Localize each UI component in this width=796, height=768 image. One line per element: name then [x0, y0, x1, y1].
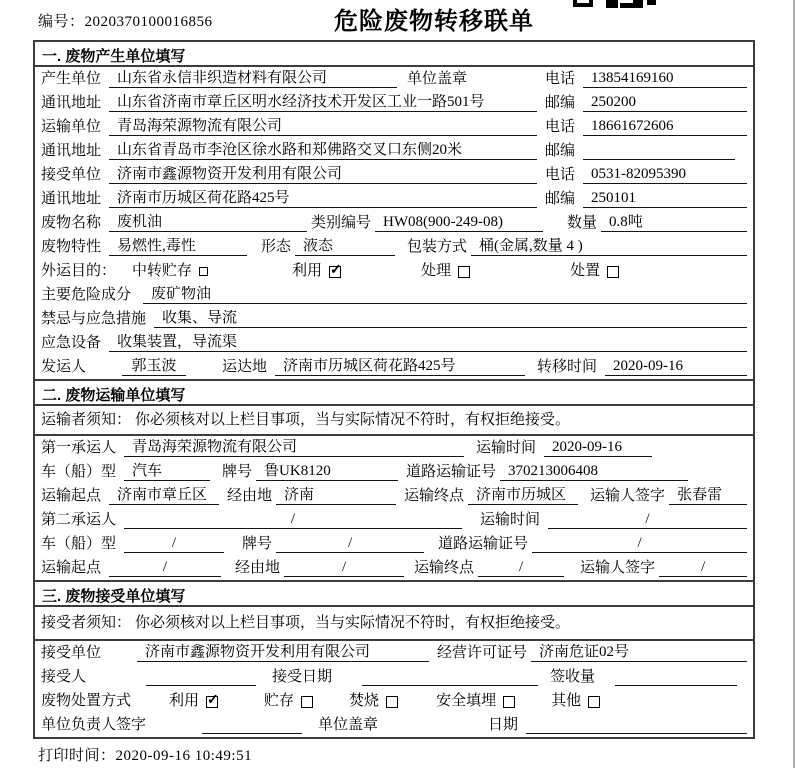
signed-amount-label: 签收量 [550, 669, 596, 685]
responsible-sign-label: 单位负责人签字 [41, 717, 147, 733]
option-label: 其他 [551, 693, 582, 709]
route1-via-label: 经由地 [227, 488, 273, 504]
vehicle1-type-value: 汽车 [124, 463, 210, 481]
row-receiver-notice [35, 607, 753, 641]
hazard-label: 主要危险成分 [41, 287, 132, 303]
row-acceptor [35, 665, 753, 689]
transport-time-label: 运输时间 [476, 440, 537, 456]
date-value [526, 733, 747, 734]
row-vehicle2 [35, 532, 753, 556]
transport-address-label: 通讯地址 [41, 143, 102, 159]
permit-label: 经营许可证号 [437, 645, 528, 661]
accept-date-label: 接受日期 [272, 669, 333, 685]
section-receiver [35, 580, 753, 737]
doc-number-value: 2020370100016856 [84, 14, 213, 30]
section-producer [35, 42, 753, 379]
purpose-option-treat [421, 263, 470, 280]
route2-sign-label: 运输人签字 [580, 560, 656, 576]
disposal-option-landfill [436, 693, 515, 710]
acceptor-label: 接受人 [41, 669, 87, 685]
accept-date-value [362, 685, 538, 686]
row-transport-unit [35, 115, 753, 139]
row-emergency-equipment [35, 331, 753, 355]
carrier2-time-value: / [548, 511, 747, 529]
manifest-form [33, 40, 755, 739]
vehicle1-plate-value: 鲁UK8120 [256, 463, 398, 481]
receive-unit-label: 接受单位 [41, 645, 102, 661]
row-signoff [35, 713, 753, 737]
waste-name-label: 废物名称 [41, 215, 102, 231]
carrier2-label: 第二承运人 [41, 512, 117, 528]
transport-phone-value: 18661672606 [583, 118, 747, 136]
zip-label: 邮编 [544, 191, 575, 207]
waste-traits-value: 易燃性,毒性 [109, 238, 247, 256]
destination-value: 济南市历城区荷花路425号 [275, 358, 525, 376]
section2-title: 二. 废物运输单位填写 [35, 381, 753, 406]
receiver-address-label: 通讯地址 [41, 191, 102, 207]
doc-number-label: 编号： [38, 14, 85, 30]
carrier1-value: 青岛海荣源物流有限公司 [124, 439, 464, 457]
zip-label: 邮编 [544, 95, 575, 111]
receiver-address-value: 济南市历城区荷花路425号 [109, 190, 537, 208]
row-carrier2 [35, 508, 753, 532]
receiver-notice-text: 你必须核对以上栏目事项，当与实际情况不符时，有权拒绝接受。 [135, 614, 571, 631]
destination-label: 运达地 [222, 359, 268, 375]
carrier1-time-value: 2020-09-16 [544, 439, 652, 457]
section3-title: 三. 废物接受单位填写 [35, 582, 753, 607]
equipment-label: 应急设备 [41, 335, 102, 351]
row-vehicle1 [35, 460, 753, 484]
checkbox-icon [386, 696, 398, 708]
page-title: 危险废物转移联单 [334, 8, 534, 35]
waste-name-value: 废机油 [109, 214, 307, 232]
taboo-label: 禁忌与应急措施 [41, 311, 147, 327]
row-route2 [35, 556, 753, 580]
dispatcher-value: 郭玉波 [122, 358, 186, 376]
disposal-option-utilize [169, 693, 218, 710]
phone-label: 电话 [544, 167, 575, 183]
route1-end-value: 济南市历城区 [468, 487, 578, 505]
row-dispatch [35, 355, 753, 379]
checkbox-icon [199, 267, 208, 276]
section-transporter [35, 379, 753, 580]
transporter-notice-label: 运输者须知： [41, 411, 132, 428]
checkbox-icon [607, 266, 619, 278]
permit-value: 济南危证02号 [531, 644, 747, 662]
vehicle2-type-value: / [124, 535, 224, 553]
unit-stamp-label: 单位盖章 [407, 71, 468, 87]
plate-label: 牌号 [242, 536, 273, 552]
vehicle1-license-value: 370213006408 [500, 463, 688, 481]
route2-via-label: 经由地 [235, 560, 281, 576]
route1-sign-label: 运输人签字 [590, 488, 666, 504]
plate-label: 牌号 [222, 464, 253, 480]
phone-label: 电话 [544, 119, 575, 135]
waste-form-value: 液态 [295, 238, 395, 256]
waste-category-label: 类别编号 [311, 215, 372, 231]
doc-number [38, 10, 213, 31]
route1-start-value: 济南市章丘区 [109, 487, 219, 505]
packing-value: 桶(金属,数量 4 ) [471, 238, 747, 256]
route2-sign-value: / [659, 559, 747, 577]
transporter-notice-text: 你必须核对以上栏目事项，当与实际情况不符时，有权拒绝接受。 [135, 411, 571, 428]
checkbox-checked-icon [206, 696, 218, 708]
row-transfer-purpose [35, 259, 753, 283]
road-license-label: 道路运输证号 [406, 464, 497, 480]
receiver-notice-label: 接受者须知： [41, 614, 132, 631]
route1-sign-value: 张春雷 [669, 487, 747, 505]
transport-time-label: 运输时间 [480, 512, 541, 528]
option-label: 处置 [570, 263, 601, 279]
route2-end-value: / [478, 559, 564, 577]
row-receive-unit [35, 641, 753, 665]
document-header [0, 0, 796, 40]
row-route1 [35, 484, 753, 508]
zip-label: 邮编 [544, 143, 575, 159]
transport-unit-label: 运输单位 [41, 119, 102, 135]
row-transporter-notice [35, 406, 753, 436]
row-carrier1 [35, 436, 753, 460]
route2-end-label: 运输终点 [414, 560, 475, 576]
producer-address-label: 通讯地址 [41, 95, 102, 111]
print-time-value: 2020-09-16 10:49:51 [115, 748, 253, 764]
vehicle1-type-label: 车（船）型 [41, 464, 117, 480]
section1-title: 一. 废物产生单位填写 [35, 42, 753, 67]
page-edge-line [793, 0, 795, 768]
receiver-unit-value: 济南市鑫源物资开发利用有限公司 [109, 166, 537, 184]
purpose-option-utilize [292, 263, 341, 280]
waste-qty-label: 数量 [567, 215, 598, 231]
row-taboo-measures [35, 307, 753, 331]
row-waste-traits [35, 235, 753, 259]
route1-via-value: 济南 [276, 487, 396, 505]
disposal-option-incinerate [349, 693, 398, 710]
acceptor-value [146, 685, 256, 686]
option-label: 利用 [169, 693, 200, 709]
option-label: 利用 [292, 263, 323, 279]
producer-unit-label: 产生单位 [41, 71, 102, 87]
row-producer-address [35, 91, 753, 115]
route2-start-label: 运输起点 [41, 560, 102, 576]
waste-qty-value: 0.8吨 [601, 214, 747, 232]
checkbox-icon [588, 696, 600, 708]
route2-start-value: / [109, 559, 221, 577]
transport-zip-value [583, 159, 735, 160]
receiver-unit-label: 接受单位 [41, 167, 102, 183]
waste-form-label: 形态 [261, 239, 292, 255]
receiver-zip-value: 250101 [583, 190, 747, 208]
purpose-label: 外运目的： [41, 263, 117, 279]
row-hazard-component [35, 283, 753, 307]
checkbox-icon [458, 266, 470, 278]
equipment-value: 收集装置，导流渠 [109, 334, 747, 352]
receive-unit-value: 济南市鑫源物资开发利用有限公司 [137, 644, 429, 662]
purpose-option-transit-storage [132, 263, 208, 280]
taboo-value: 收集、导流 [154, 310, 747, 328]
disposal-method-label: 废物处置方式 [41, 693, 132, 709]
producer-phone-value: 13854169160 [583, 70, 747, 88]
print-time [38, 744, 796, 765]
disposal-option-store [264, 693, 313, 710]
option-label: 贮存 [264, 693, 295, 709]
phone-label: 电话 [544, 71, 575, 87]
carrier1-label: 第一承运人 [41, 440, 117, 456]
dispatcher-label: 发运人 [41, 359, 87, 375]
option-label: 中转贮存 [132, 263, 193, 279]
checkbox-icon [503, 696, 515, 708]
row-producer-unit [35, 67, 753, 91]
disposal-option-other [551, 693, 600, 710]
row-disposal-method [35, 689, 753, 713]
transfer-time-value: 2020-09-16 [605, 358, 747, 376]
route1-start-label: 运输起点 [41, 488, 102, 504]
unit-stamp-label: 单位盖章 [318, 717, 379, 733]
option-label: 安全填埋 [436, 693, 497, 709]
option-label: 焚烧 [349, 693, 380, 709]
route2-via-value: / [284, 559, 404, 577]
transfer-time-label: 转移时间 [537, 359, 598, 375]
carrier2-value: / [124, 511, 462, 529]
transport-unit-value: 青岛海荣源物流有限公司 [109, 118, 537, 136]
responsible-sign-value [202, 733, 302, 734]
packing-label: 包装方式 [407, 239, 468, 255]
checkbox-checked-icon [329, 266, 341, 278]
date-label: 日期 [488, 717, 519, 733]
qr-code-icon [573, 0, 659, 10]
vehicle2-license-value: / [532, 535, 747, 553]
producer-zip-value: 250200 [583, 94, 747, 112]
print-time-label: 打印时间： [38, 748, 116, 764]
road-license-label: 道路运输证号 [438, 536, 529, 552]
route1-end-label: 运输终点 [404, 488, 465, 504]
signed-amount-value [615, 685, 737, 686]
waste-category-value: HW08(900-249-08) [375, 214, 543, 232]
row-receiver-unit [35, 163, 753, 187]
waste-traits-label: 废物特性 [41, 239, 102, 255]
row-waste-name [35, 211, 753, 235]
vehicle2-type-label: 车（船）型 [41, 536, 117, 552]
producer-unit-value: 山东省永信非织造材料有限公司 [109, 70, 397, 88]
row-receiver-address [35, 187, 753, 211]
purpose-option-dispose [570, 263, 619, 280]
checkbox-icon [301, 696, 313, 708]
option-label: 处理 [421, 263, 452, 279]
vehicle2-plate-value: / [276, 535, 424, 553]
row-transport-address [35, 139, 753, 163]
producer-address-value: 山东省济南市章丘区明水经济技术开发区工业一路501号 [109, 94, 537, 112]
hazard-value: 废矿物油 [143, 286, 747, 304]
transport-address-value: 山东省青岛市李沧区徐水路和郑佛路交叉口东侧20米 [109, 142, 537, 160]
receiver-phone-value: 0531-82095390 [583, 166, 747, 184]
